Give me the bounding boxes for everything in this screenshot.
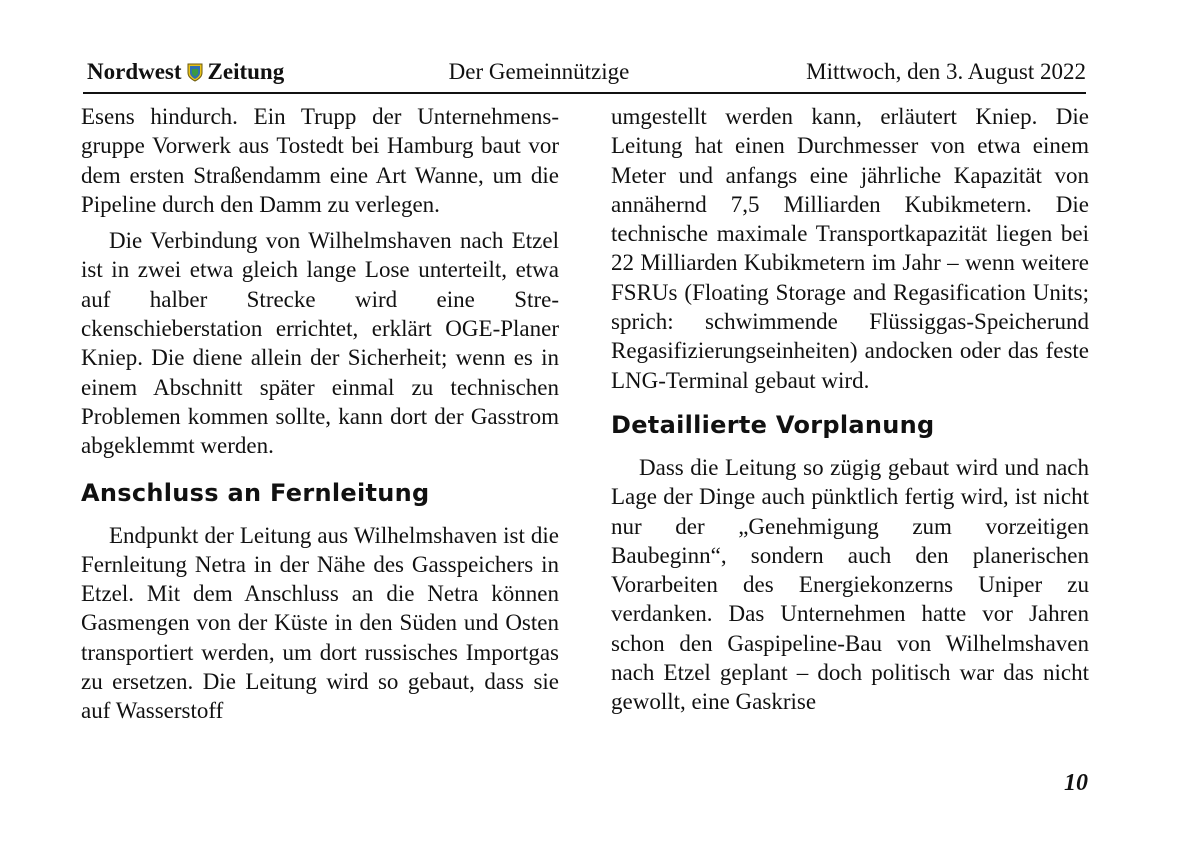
newspaper-brand	[87, 59, 284, 85]
paragraph: Endpunkt der Leitung aus Wilhelmshaven ist die Fernleitung Netra in der Nähe des Gasspeichers in Etzel. Mit dem Anschluss an die Netra können Gasmengen von der Küste in den Süden und Osten transportiert werden, um dort russisches Importgas zu ersetzen. Die Leitung wird so gebaut, dass sie auf Wasserstoff	[81, 522, 559, 724]
section-heading: Detaillierte Vorplanung	[611, 410, 935, 439]
page-number: 10	[1064, 770, 1088, 796]
paragraph: Esens hindurch. Ein Trupp der Unternehmensgruppe Vorwerk aus Tostedt bei Hamburg baut vor dem ersten Straßendamm eine Art Wanne, um die Pipeline durch den Damm zu verlegen.	[81, 104, 559, 217]
coat-of-arms-icon	[187, 63, 203, 82]
page-header	[83, 58, 1086, 94]
right-column	[611, 102, 1089, 717]
paragraph: Dass die Leitung so zügig gebaut wird und nach Lage der Dinge auch pünktlich fertig wird, ist nicht nur der „Genehmigung zum vorzeitigen Baubeginn“, sondern auch den planerischen Vorarbeiten des Energiekonzerns Uniper zu verdanken. Das Unternehmen hatte vor Jahren schon den Gaspipeline-Bau von Wilhelmshaven nach Etzel geplant – doch politisch war das nicht gewollt, eine Gaskrise	[611, 454, 1089, 715]
brand-name-left: Nordwest	[87, 59, 182, 84]
section-title: Der Gemeinnützige	[448, 59, 630, 84]
brand-name-right: Zeitung	[207, 59, 285, 84]
paragraph: Die Verbindung von Wilhelmshaven nach Etzel ist in zwei etwa gleich lange Lose unterteilt, etwa auf halber Strecke wird eine Streckenschieberstation errichtet, erklärt OGE-Planer Kniep. Die diene allein der Sicherheit; wenn es in einem Abschnitt später einmal zu technischen Problemen kommen sollte, kann dort der Gasstrom abgeklemmt werden.	[81, 228, 559, 459]
section-heading: Anschluss an Fernleitung	[81, 478, 430, 507]
paragraph: umgestellt werden kann, erläutert Kniep. Die Leitung hat einen Durchmesser von etwa einem Meter und anfangs eine jährliche Kapazität von annähernd 7,5 Milliarden Kubikmetern. Die technische maximale Transportkapazität liegen bei 22 Milliarden Kubikmetern im Jahr – wenn weitere FSRUs (Floating Storage and Regasification Units; sprich: schwimmende Flüssiggas-Speicherund Regasifizierungseinheiten) andocken oder das feste LNG-Terminal gebaut wird.	[611, 104, 1089, 393]
left-column	[81, 102, 559, 726]
issue-date: Mittwoch, den 3. August 2022	[806, 59, 1086, 84]
